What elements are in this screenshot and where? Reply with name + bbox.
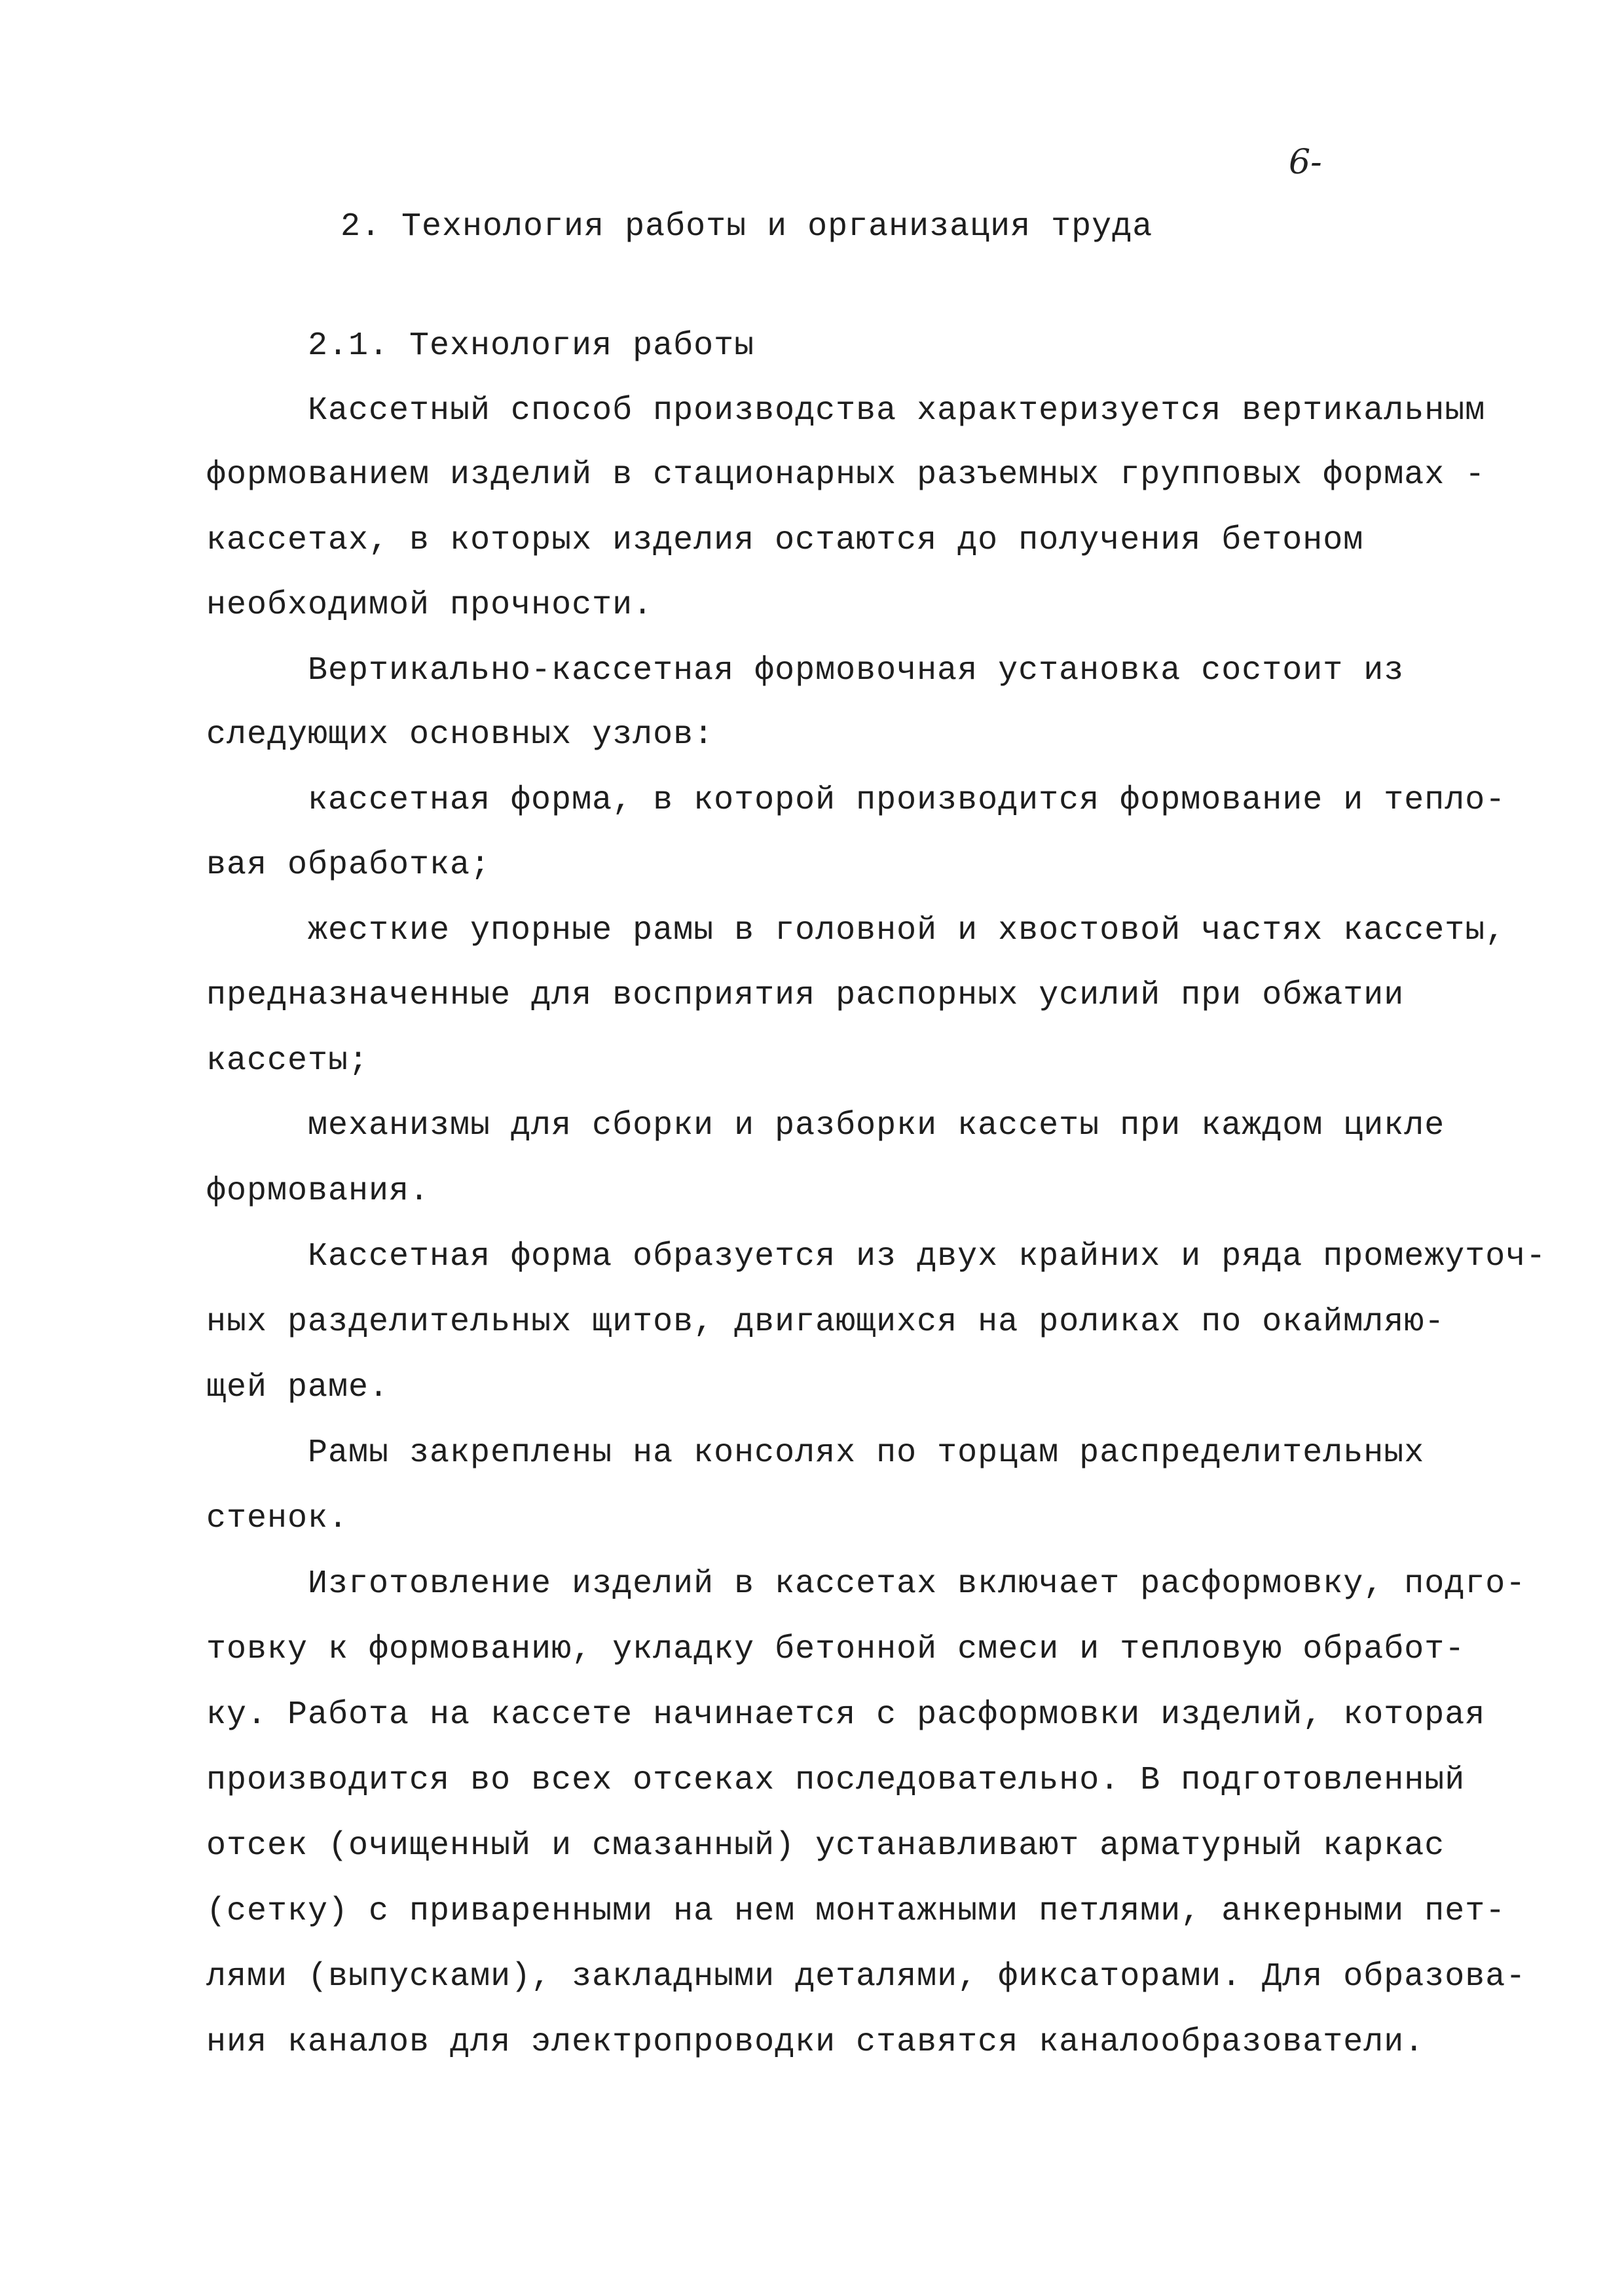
page-number: 6- (1289, 143, 1322, 182)
section-heading: 2. Технология работы и организация труда (341, 208, 1153, 246)
text-line: (сетку) с приваренными на нем монтажными петлями, анкерными пет- (206, 1893, 1506, 1930)
text-line: жесткие упорные рамы в головной и хвостовой частях кассеты, (308, 912, 1506, 949)
text-line: ния каналов для электропроводки ставятся каналообразователи. (206, 2024, 1425, 2061)
text-line: необходимой прочности. (206, 587, 654, 624)
text-line: формования. (206, 1173, 430, 1210)
text-line: кассетная форма, в которой производится формование и тепло- (308, 782, 1506, 819)
text-line: производится во всех отсеках последовательно. В подготовленный (206, 1762, 1466, 1799)
text-line: лями (выпусками), закладными деталями, фиксаторами. Для образова- (206, 1958, 1526, 1995)
text-line: товку к формованию, укладку бетонной смеси и тепловую обработ- (206, 1631, 1466, 1668)
text-line: Рамы закреплены на консолях по торцам распределительных (308, 1434, 1425, 1472)
text-line: Кассетный способ производства характеризуется вертикальным (308, 392, 1486, 429)
subsection-heading: 2.1. Технология работы (308, 327, 755, 365)
text-line: формованием изделий в стационарных разъемных групповых формах - (206, 456, 1486, 494)
text-line: вая обработка; (206, 847, 491, 884)
text-line: отсек (очищенный и смазанный) устанавливают арматурный каркас (206, 1827, 1445, 1865)
text-line: щей раме. (206, 1369, 390, 1406)
text-line: ных разделительных щитов, двигающихся на роликах по окаймляю- (206, 1303, 1445, 1341)
text-line: кассетах, в которых изделия остаются до получения бетоном (206, 522, 1364, 559)
text-line: Изготовление изделий в кассетах включает расформовку, подго- (308, 1565, 1526, 1603)
text-line: Кассетная форма образуется из двух крайних и ряда промежуточ- (308, 1238, 1547, 1275)
text-line: Вертикально-кассетная формовочная установка состоит из (308, 652, 1405, 689)
text-line: следующих основных узлов: (206, 716, 714, 754)
text-line: предназначенные для восприятия распорных усилий при обжатии (206, 977, 1405, 1014)
text-line: ку. Работа на кассете начинается с расформовки изделий, которая (206, 1696, 1486, 1734)
text-line: кассеты; (206, 1042, 369, 1080)
text-line: стенок. (206, 1500, 349, 1537)
text-line: механизмы для сборки и разборки кассеты при каждом цикле (308, 1107, 1445, 1144)
